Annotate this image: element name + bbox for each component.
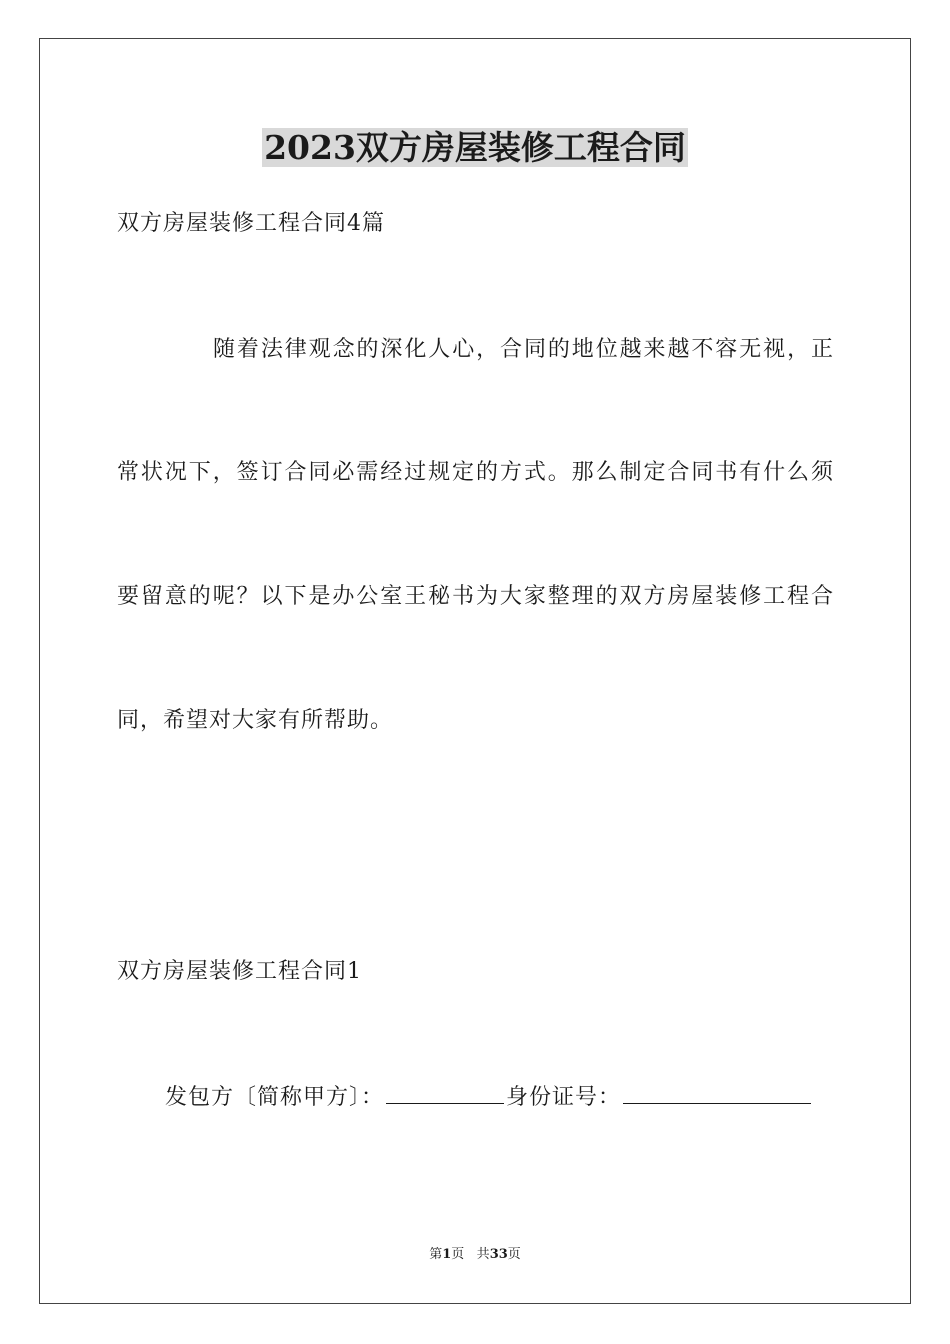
- intro-line-2: 常状况下，签订合同必需经过规定的方式。那么制定合同书有什么须: [117, 460, 833, 485]
- section-heading: 双方房屋装修工程合同1: [117, 959, 362, 984]
- footer-page-number: 1: [442, 1247, 452, 1262]
- page-footer: [0, 1246, 950, 1264]
- intro-line-4: 同，希望对大家有所帮助。: [117, 708, 394, 733]
- footer-page-suffix: 页: [451, 1247, 465, 1262]
- document-subtitle: 双方房屋装修工程合同4篇: [117, 211, 385, 236]
- footer-page-prefix: 第: [429, 1247, 443, 1262]
- document-title-text: 2023双方房屋装修工程合同: [264, 128, 686, 167]
- party-a-row: [165, 1081, 813, 1113]
- id-number-blank[interactable]: [623, 1081, 811, 1104]
- id-number-label: 身份证号：: [506, 1085, 622, 1110]
- party-a-label: 发包方〔简称甲方〕：: [165, 1085, 385, 1110]
- intro-line-1: 随着法律观念的深化人心，合同的地位越来越不容无视，正: [213, 337, 833, 362]
- intro-line-3: 要留意的呢？以下是办公室王秘书为大家整理的双方房屋装修工程合: [117, 584, 833, 609]
- party-a-name-blank[interactable]: [386, 1081, 504, 1104]
- footer-total-prefix: 共: [476, 1247, 490, 1262]
- document-title: [0, 126, 950, 170]
- footer-total-suffix: 页: [507, 1247, 521, 1262]
- footer-total-pages: 33: [489, 1247, 508, 1262]
